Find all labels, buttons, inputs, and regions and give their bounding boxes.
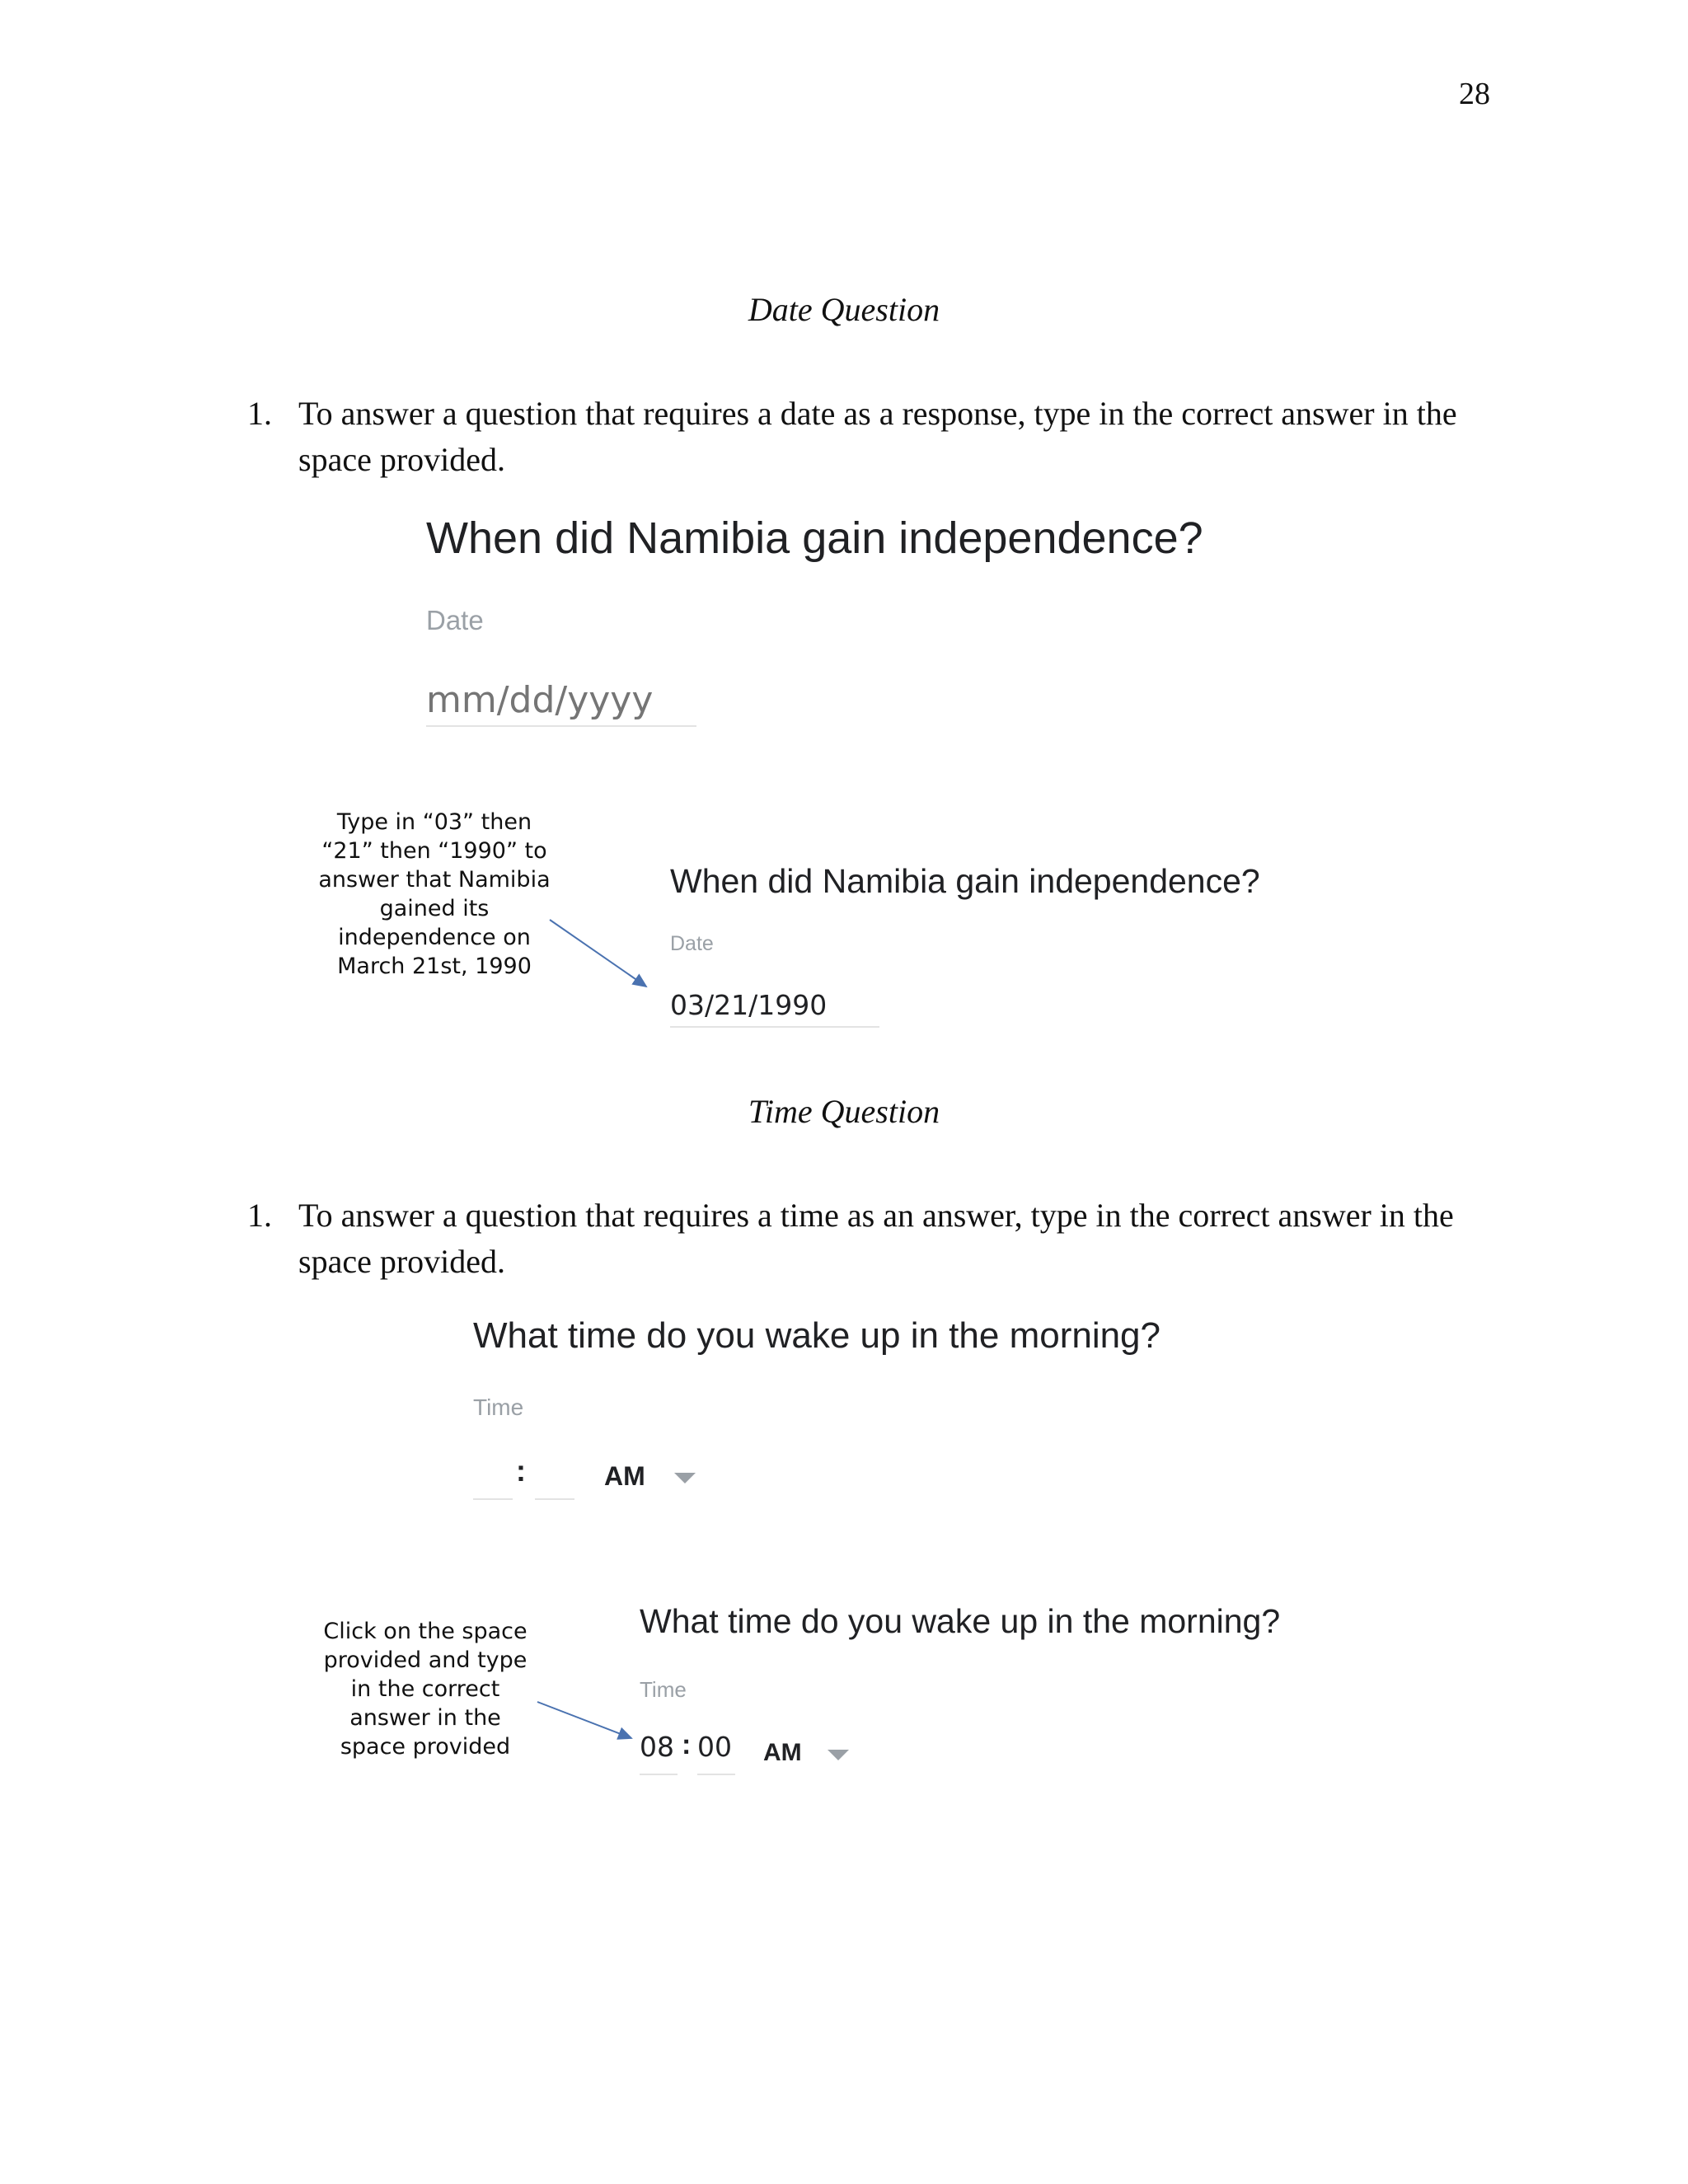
time-instruction-text: To answer a question that requires a time as an answer, type in the correct answer in the space provided.: [298, 1197, 1454, 1280]
date-question-title: When did Namibia gain independence?: [426, 513, 1203, 563]
time-callout-arrow: [537, 1702, 631, 1738]
time-colon: :: [516, 1454, 526, 1488]
date-instruction-text: To answer a question that requires a date as a response, type in the correct answer in the space provided.: [298, 395, 1457, 478]
ampm-select-filled[interactable]: AM: [763, 1739, 802, 1766]
ampm-select[interactable]: AM: [604, 1461, 645, 1491]
date-instruction-number: 1.: [247, 395, 272, 432]
hour-input-filled[interactable]: 08: [640, 1731, 678, 1775]
date-field-label-filled: Date: [670, 932, 714, 955]
page-number: 28: [1459, 77, 1490, 111]
time-question-title: What time do you wake up in the morning?: [473, 1315, 1161, 1356]
minute-input-filled[interactable]: 00: [697, 1731, 735, 1775]
date-callout-arrow: [550, 920, 646, 987]
time-field-label-filled: Time: [640, 1677, 687, 1702]
time-colon-filled: :: [682, 1729, 692, 1760]
date-question-title-filled: When did Namibia gain independence?: [670, 862, 1260, 900]
time-question-title-filled: What time do you wake up in the morning?: [640, 1602, 1281, 1640]
date-callout: Type in “03” then “21” then “1990” to answer that Namibia gained its independence on March 21st, 1990: [318, 809, 551, 979]
time-section-heading: Time Question: [748, 1093, 940, 1130]
date-field-label: Date: [426, 605, 484, 635]
time-callout: Click on the space provided and type in the correct answer in the space provided: [323, 1619, 528, 1760]
time-instruction-number: 1.: [247, 1197, 272, 1234]
time-field-label: Time: [473, 1394, 524, 1420]
date-section-heading: Date Question: [748, 291, 940, 328]
